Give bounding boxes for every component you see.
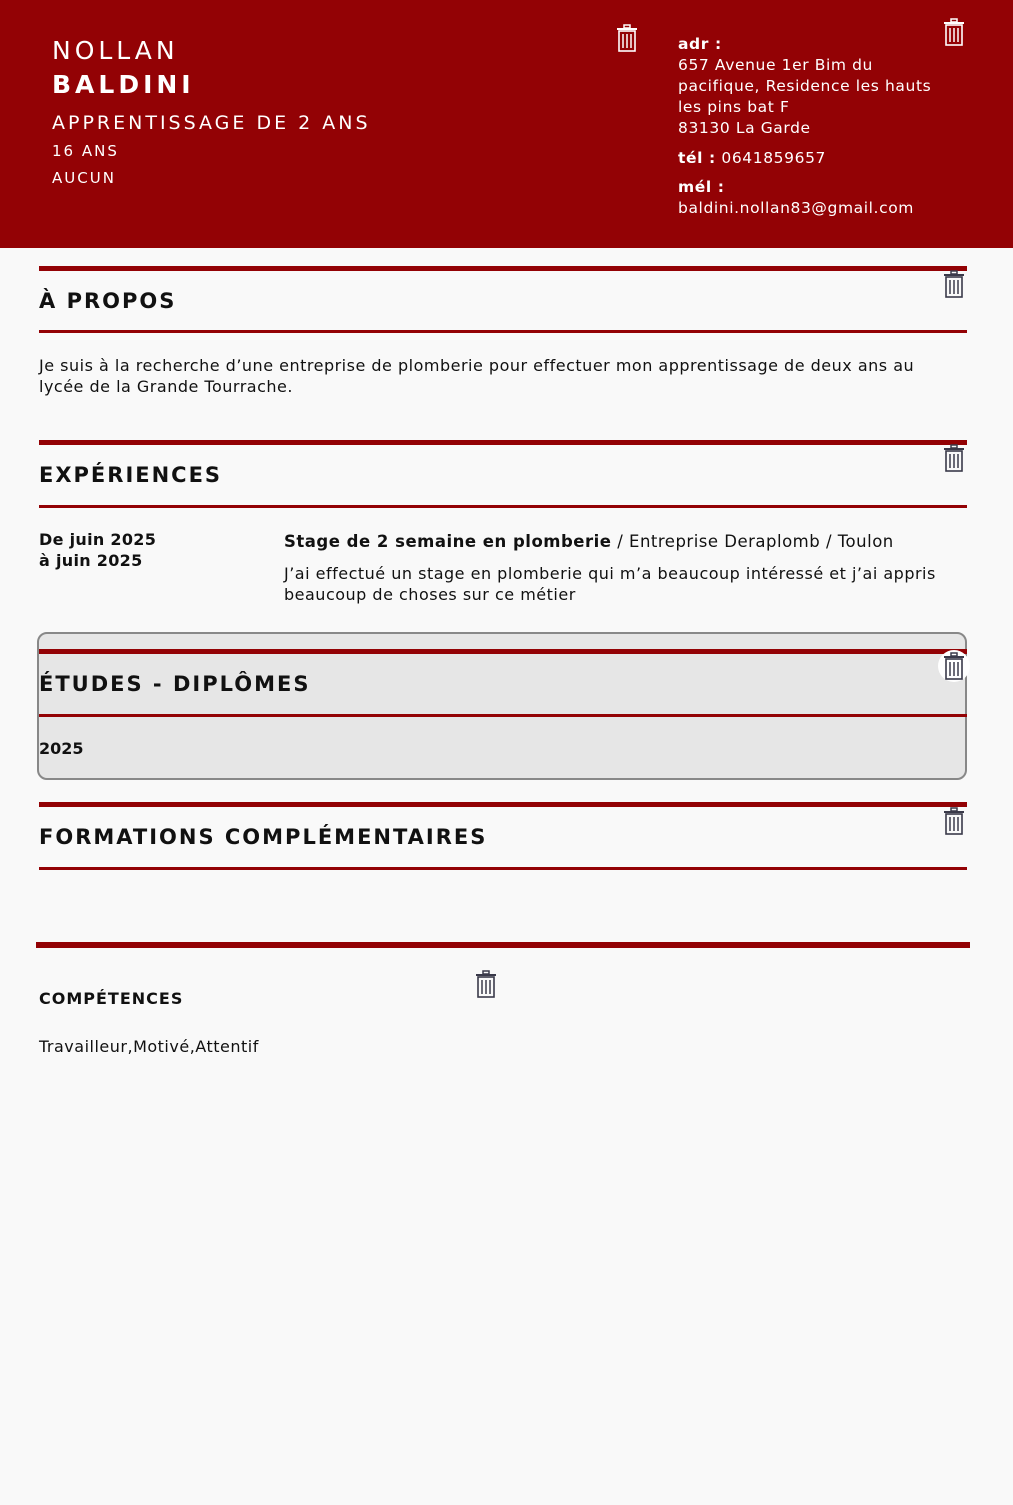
section-divider xyxy=(39,714,967,717)
phone-label: tél : xyxy=(678,149,716,167)
delete-trainings-button[interactable] xyxy=(941,806,967,836)
skills-title: COMPÉTENCES xyxy=(39,989,184,1008)
section-divider xyxy=(39,802,967,807)
driving-license[interactable]: AUCUN xyxy=(52,169,116,187)
phone-row xyxy=(678,148,978,169)
section-divider xyxy=(39,867,967,870)
skills-divider xyxy=(36,942,970,948)
trainings-title: FORMATIONS COMPLÉMENTAIRES xyxy=(39,825,488,849)
section-divider xyxy=(39,440,967,445)
section-divider xyxy=(39,266,967,271)
about-text-line-2[interactable]: lycée de la Grande Tourrache. xyxy=(39,377,293,396)
trash-icon xyxy=(943,270,965,298)
about-title: À PROPOS xyxy=(39,289,177,313)
trash-icon xyxy=(943,652,965,680)
last-name[interactable]: BALDINI xyxy=(52,70,195,99)
experience-description[interactable] xyxy=(284,563,964,605)
address-line-1[interactable]: 657 Avenue 1er Bim du xyxy=(678,56,873,74)
delete-skills-button[interactable] xyxy=(473,969,499,999)
phone-value[interactable]: 0641859657 xyxy=(721,149,826,167)
section-divider xyxy=(39,505,967,508)
experience-date-start: De juin 2025 xyxy=(39,530,157,549)
address-line-2[interactable]: pacifique, Residence les hauts xyxy=(678,77,932,95)
experience-date-end: à juin 2025 xyxy=(39,551,143,570)
experience-date[interactable] xyxy=(39,529,156,571)
about-text-line-1[interactable]: Je suis à la recherche d’une entreprise de plomberie pour effectuer mon apprentissage de deux ans au xyxy=(39,356,915,375)
experience-heading[interactable] xyxy=(284,531,894,553)
education-title: ÉTUDES - DIPLÔMES xyxy=(39,672,311,696)
education-year[interactable]: 2025 xyxy=(39,739,84,758)
delete-education-button[interactable] xyxy=(938,650,970,682)
delete-identity-button[interactable] xyxy=(614,23,640,53)
contact-block xyxy=(678,34,978,219)
email-value[interactable]: baldini.nollan83@gmail.com xyxy=(678,199,914,217)
delete-contact-button[interactable] xyxy=(941,17,967,47)
skills-text[interactable]: Travailleur,Motivé,Attentif xyxy=(39,1037,259,1056)
experience-position: Stage de 2 semaine en plomberie xyxy=(284,532,612,551)
age[interactable]: 16 ANS xyxy=(52,142,119,160)
job-title[interactable]: APPRENTISSAGE DE 2 ANS xyxy=(52,112,371,134)
experience-company: / Entreprise Deraplomb / Toulon xyxy=(611,532,894,551)
address-line-4[interactable]: 83130 La Garde xyxy=(678,119,811,137)
section-divider xyxy=(39,649,967,654)
experience-description-line-2: beaucoup de choses sur ce métier xyxy=(284,585,576,604)
experiences-title: EXPÉRIENCES xyxy=(39,463,223,487)
delete-experiences-button[interactable] xyxy=(941,443,967,473)
delete-about-button[interactable] xyxy=(941,269,967,299)
experience-description-line-1: J’ai effectué un stage en plomberie qui m’a beaucoup intéressé et j’ai appris xyxy=(284,564,936,583)
cv-header xyxy=(0,0,1013,248)
address-line-3[interactable]: les pins bat F xyxy=(678,98,790,116)
section-divider xyxy=(39,330,967,333)
email-label: mél : xyxy=(678,178,725,196)
trash-icon xyxy=(475,970,497,998)
education-section-hover-box[interactable] xyxy=(37,632,967,780)
trash-icon xyxy=(943,807,965,835)
address-label: adr : xyxy=(678,35,722,53)
trash-icon xyxy=(943,18,965,46)
first-name[interactable]: NOLLAN xyxy=(52,36,179,65)
trash-icon xyxy=(616,24,638,52)
trash-icon xyxy=(943,444,965,472)
